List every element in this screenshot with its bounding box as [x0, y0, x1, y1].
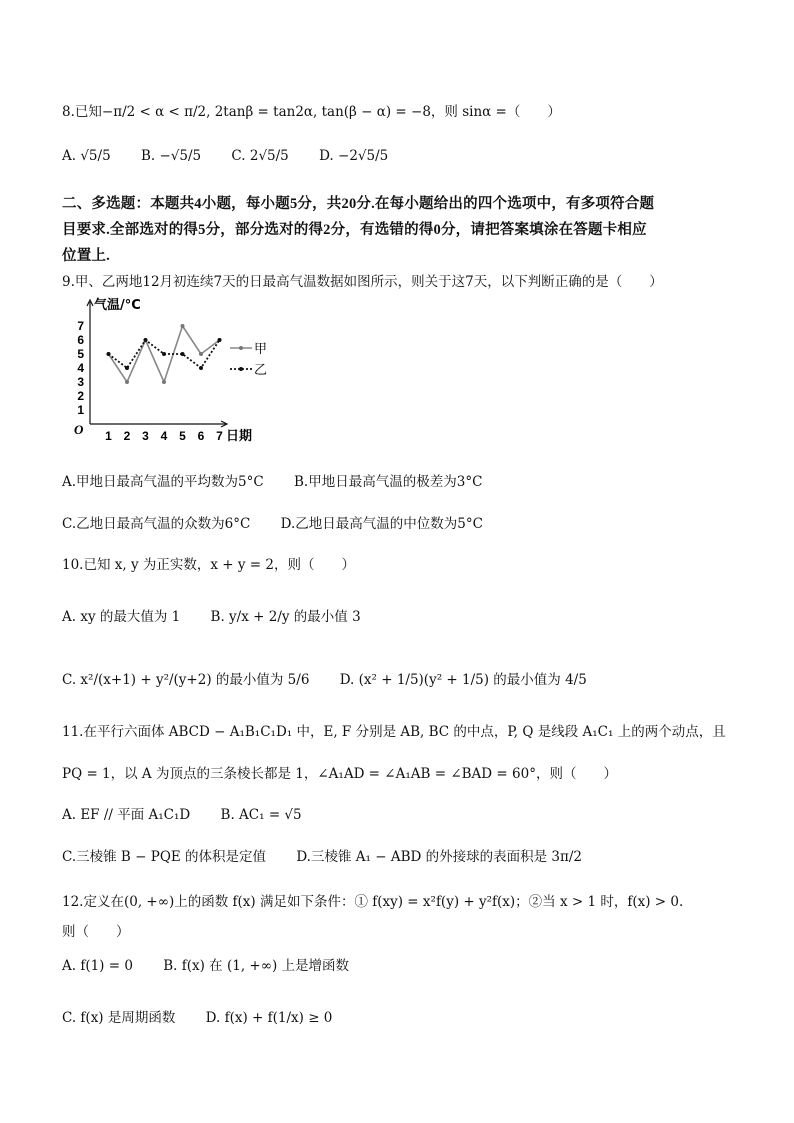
q8-options	[62, 148, 414, 164]
chart-series	[107, 324, 222, 384]
chart-axes	[74, 297, 252, 444]
q10-options-row-2	[62, 668, 613, 688]
q9-option-b: B.甲地日最高气温的极差为3°C	[294, 474, 483, 490]
y-tick-label: 1	[77, 403, 84, 417]
q10-option-a: A. xy 的最大值为 1	[62, 609, 181, 625]
q10-option-d: D. (x² + 1/5)(y² + 1/5) 的最小值为 4/5	[339, 672, 587, 688]
q11-line-1: 11.在平行六面体 ABCD − A₁B₁C₁D₁ 中，E, F 分别是 AB, BC 的中点，P, Q 是线段 A₁C₁ 上的两个动点，且	[62, 724, 726, 740]
q11-option-c: C.三棱锥 B − PQE 的体积是定值	[62, 849, 267, 865]
q9-option-a: A.甲地日最高气温的平均数为5°C	[62, 474, 264, 490]
data-point	[162, 380, 166, 384]
q9-options-row-1	[62, 470, 508, 490]
q9-option-c: C.乙地日最高气温的众数为6°C	[62, 516, 251, 532]
section-2-line-3: 位置上.	[62, 248, 110, 264]
y-tick-label: 2	[77, 389, 84, 403]
q12-line-2: 则（ ）	[62, 924, 130, 940]
y-tick-label: 6	[77, 333, 84, 347]
data-point	[144, 338, 148, 342]
x-tick-label: 2	[123, 429, 131, 443]
q12-option-d: D. f(x) + f(1/x) ≥ 0	[205, 1010, 333, 1026]
q12-line-1: 12.定义在(0, +∞)上的函数 f(x) 满足如下条件：① f(xy) = x²f(y) + y²f(x)；②当 x > 1 时，f(x) > 0.	[62, 894, 684, 910]
legend-marker	[239, 346, 243, 350]
y-axis-label: 气温/°C	[94, 298, 141, 313]
q11-options-row-1	[62, 803, 328, 823]
q9-stem: 9.甲、乙两地12月初连续7天的日最高气温数据如图所示，则关于这7天，以下判断正确的是（ ）	[62, 274, 663, 290]
legend-label: 甲	[254, 342, 268, 357]
q8-option-a: A. √5/5	[62, 148, 111, 164]
q11-option-b: B. AC₁ = √5	[220, 807, 302, 823]
y-tick-label: 7	[77, 319, 84, 333]
temperature-chart	[60, 296, 280, 446]
x-tick-label: 4	[160, 429, 168, 443]
x-tick-label: 7	[216, 429, 223, 443]
x-axis-label: 日期	[226, 429, 253, 444]
x-tick-label: 5	[179, 429, 186, 443]
q8-stem: 8.已知−π/2 < α < π/2, 2tanβ = tan2α, tan(β − α) = −8，则 sinα =（ ）	[62, 104, 561, 120]
data-point	[181, 352, 185, 356]
x-tick-label: 6	[197, 429, 205, 443]
legend-marker	[239, 367, 243, 371]
data-point	[125, 380, 129, 384]
q8-option-c: C. 2√5/5	[231, 148, 289, 164]
data-point	[125, 366, 129, 370]
q10-option-c: C. x²/(x+1) + y²/(y+2) 的最小值为 5/6	[62, 672, 310, 688]
data-point	[162, 352, 166, 356]
q8-option-d: D. −2√5/5	[319, 148, 389, 164]
q8-option-b: B. −√5/5	[140, 148, 202, 164]
data-point	[199, 352, 203, 356]
section-2-line-2: 目要求.全部选对的得5分，部分选对的得2分，有选错的得0分，请把答案填涂在答题卡相应	[62, 222, 647, 238]
q12-option-c: C. f(x) 是周期函数	[62, 1010, 176, 1026]
origin-label: O	[74, 422, 84, 437]
y-tick-label: 4	[77, 361, 84, 375]
data-point	[218, 338, 222, 342]
section-2-line-1: 二、多选题：本题共4小题，每小题5分，共20分.在每小题给出的四个选项中，有多项符合题	[62, 196, 655, 212]
q11-options-row-2	[62, 845, 608, 865]
q9-option-d: D.乙地日最高气温的中位数为5°C	[280, 516, 483, 532]
data-point	[107, 352, 111, 356]
legend-label: 乙	[254, 363, 268, 378]
q12-options-row-1	[62, 954, 375, 974]
q9-options-row-2	[62, 512, 509, 532]
x-tick-label: 3	[142, 429, 149, 443]
q12-option-a: A. f(1) = 0	[62, 958, 133, 974]
y-tick-label: 3	[77, 375, 84, 389]
q11-line-2: PQ = 1，以 A 为顶点的三条棱长都是 1，∠A₁AD = ∠A₁AB = ∠BAD = 60°，则（ ）	[62, 766, 617, 782]
q10-stem: 10.已知 x, y 为正实数，x + y = 2，则（ ）	[62, 557, 355, 573]
y-tick-label: 5	[77, 347, 84, 361]
q10-options-row-1	[62, 605, 387, 625]
x-tick-label: 1	[105, 429, 112, 443]
q12-option-b: B. f(x) 在 (1, +∞) 上是增函数	[163, 958, 350, 974]
data-point	[181, 324, 185, 328]
q12-options-row-2	[62, 1006, 358, 1026]
q11-option-d: D.三棱锥 A₁ − ABD 的外接球的表面积是 3π/2	[296, 849, 582, 865]
chart-legend	[230, 342, 267, 378]
q10-option-b: B. y/x + 2/y 的最小值 3	[210, 609, 361, 625]
data-point	[199, 366, 203, 370]
q11-option-a: A. EF // 平面 A₁C₁D	[62, 807, 191, 823]
